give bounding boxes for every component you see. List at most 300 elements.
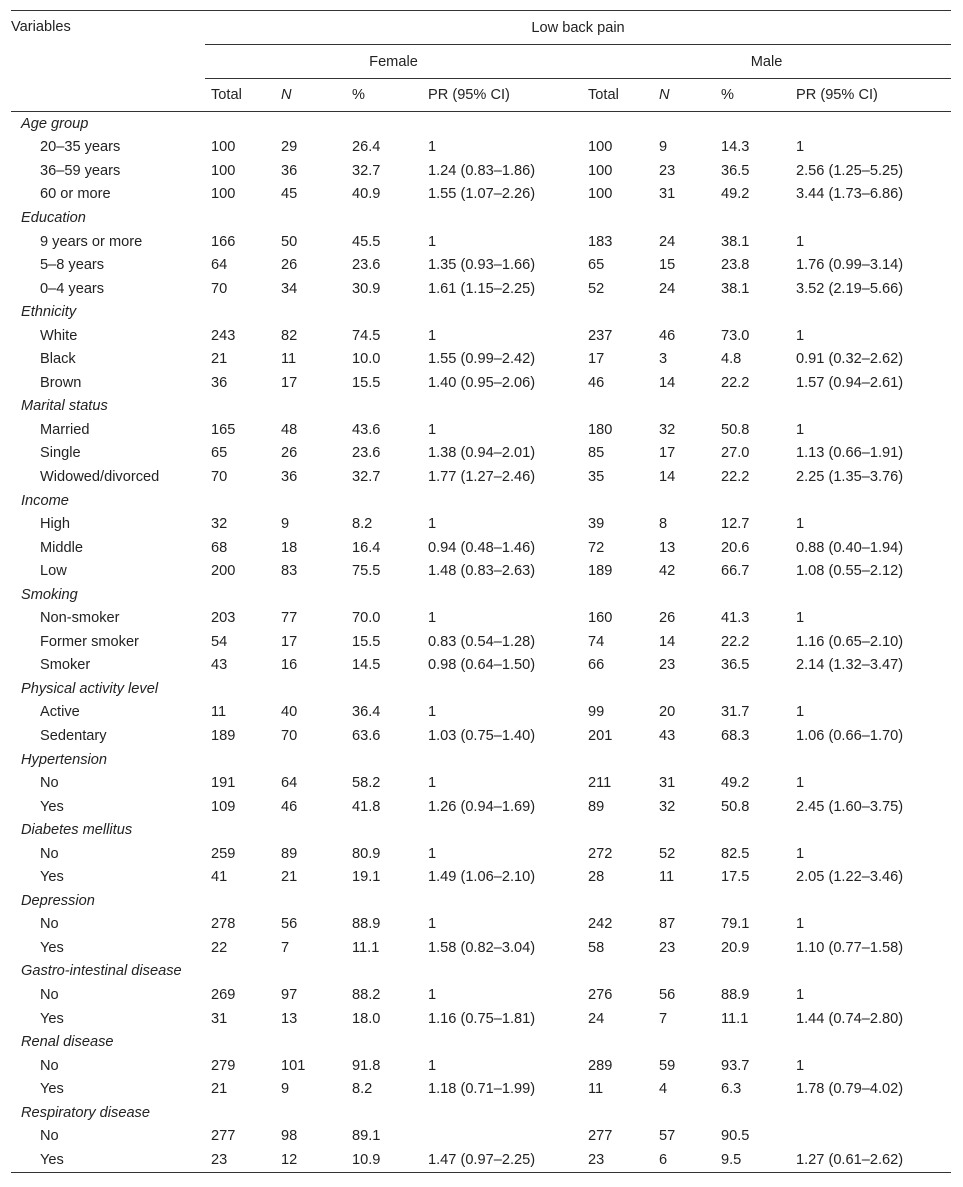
female-pct-cell: 80.9 (352, 845, 381, 862)
female-n-cell: 48 (281, 421, 298, 438)
male-n-cell: 17 (659, 445, 676, 462)
female-pct-cell: 41.8 (352, 798, 381, 815)
group-row (11, 960, 951, 984)
male-pct-cell: 36.5 (721, 162, 750, 179)
row-label: 20–35 years (40, 139, 121, 156)
row-label: Single (40, 445, 81, 462)
male-pct-cell: 22.2 (721, 633, 750, 650)
female-total-cell: 279 (211, 1057, 236, 1074)
female-n-cell: 16 (281, 657, 298, 674)
female-header: Female (205, 45, 582, 79)
female-total-cell: 100 (211, 162, 236, 179)
male-total-cell: 74 (588, 633, 605, 650)
male-n-cell: 24 (659, 280, 676, 297)
female-n-cell: 45 (281, 186, 298, 203)
male-n-cell: 59 (659, 1057, 676, 1074)
male-total-cell: 17 (588, 351, 605, 368)
male-pct-cell: 49.2 (721, 186, 750, 203)
female-total-cell: 41 (211, 869, 228, 886)
row-label: 5–8 years (40, 257, 105, 274)
group-label: Renal disease (21, 1034, 114, 1051)
row-label: Yes (40, 1010, 64, 1027)
table-row (11, 371, 951, 395)
female-n-cell: 70 (281, 727, 298, 744)
female-n-cell: 17 (281, 633, 298, 650)
female-pr-cell: 1.48 (0.83–2.63) (428, 563, 536, 580)
female-total-cell: 21 (211, 1081, 228, 1098)
female-total-cell: 70 (211, 468, 228, 485)
female-n-cell: 101 (281, 1057, 306, 1074)
female-pct-cell: 36.4 (352, 704, 381, 721)
male-n-cell: 31 (659, 186, 676, 203)
group-row (11, 1101, 951, 1125)
female-pct-cell: 16.4 (352, 539, 381, 556)
female-pr-cell: 0.94 (0.48–1.46) (428, 539, 536, 556)
row-label: 60 or more (40, 186, 111, 203)
female-n-cell: 11 (281, 351, 297, 368)
male-pct-cell: 68.3 (721, 727, 750, 744)
female-pct-cell: 8.2 (352, 1081, 373, 1098)
male-pr-cell: 1 (796, 327, 805, 344)
female-pr-cell: 1.61 (1.15–2.25) (428, 280, 536, 297)
row-label: High (40, 516, 71, 533)
table-header (11, 11, 951, 112)
female-total-cell: 165 (211, 421, 236, 438)
female-pct-cell: 11.1 (352, 939, 380, 956)
male-total-cell: 100 (588, 162, 613, 179)
table-row (11, 253, 951, 277)
male-total-cell: 99 (588, 704, 605, 721)
female-pct-cell: 32.7 (352, 468, 381, 485)
col-male-pct: % (721, 87, 734, 103)
male-pr-cell: 2.05 (1.22–3.46) (796, 869, 904, 886)
group-row (11, 583, 951, 607)
female-pr-cell: 1.35 (0.93–1.66) (428, 257, 536, 274)
male-pct-cell: 14.3 (721, 139, 750, 156)
row-label: Smoker (40, 657, 91, 674)
female-pr-cell: 1 (428, 233, 437, 250)
male-n-cell: 46 (659, 327, 676, 344)
female-n-cell: 12 (281, 1151, 298, 1168)
group-row (11, 748, 951, 772)
male-n-cell: 23 (659, 939, 676, 956)
group-label: Education (21, 209, 86, 226)
male-pr-cell: 1.57 (0.94–2.61) (796, 374, 904, 391)
male-total-cell: 242 (588, 916, 613, 933)
female-pct-cell: 30.9 (352, 280, 381, 297)
male-n-cell: 43 (659, 727, 676, 744)
male-total-cell: 289 (588, 1057, 613, 1074)
female-n-cell: 9 (281, 516, 290, 533)
table-row (11, 1125, 951, 1149)
male-pct-cell: 82.5 (721, 845, 750, 862)
female-pct-cell: 63.6 (352, 727, 381, 744)
female-pct-cell: 26.4 (352, 139, 381, 156)
male-pct-cell: 38.1 (721, 233, 750, 250)
group-label: Age group (21, 115, 89, 132)
group-label: Ethnicity (21, 304, 77, 321)
group-row (11, 818, 951, 842)
male-total-cell: 180 (588, 421, 613, 438)
male-total-cell: 65 (588, 257, 605, 274)
group-row (11, 112, 951, 136)
table-row (11, 606, 951, 630)
male-pct-cell: 50.8 (721, 421, 750, 438)
female-n-cell: 21 (281, 869, 298, 886)
male-total-cell: 89 (588, 798, 605, 815)
row-label: Middle (40, 539, 83, 556)
male-total-cell: 72 (588, 539, 605, 556)
row-label: Brown (40, 374, 82, 391)
female-total-cell: 269 (211, 987, 236, 1003)
table-row (11, 347, 951, 371)
male-pct-cell: 6.3 (721, 1081, 742, 1098)
male-pr-cell: 1 (796, 233, 805, 250)
female-pct-cell: 32.7 (352, 162, 381, 179)
female-total-cell: 100 (211, 139, 236, 156)
female-total-cell: 278 (211, 916, 236, 933)
female-pr-cell: 1.49 (1.06–2.10) (428, 869, 536, 886)
male-pr-cell: 1.16 (0.65–2.10) (796, 633, 904, 650)
female-pr-cell: 1.26 (0.94–1.69) (428, 798, 536, 815)
male-total-cell: 211 (588, 775, 612, 792)
male-pct-cell: 49.2 (721, 775, 750, 792)
male-pct-cell: 9.5 (721, 1151, 742, 1168)
male-pct-cell: 50.8 (721, 798, 750, 815)
female-total-cell: 31 (211, 1010, 228, 1027)
male-pr-cell: 1.08 (0.55–2.12) (796, 563, 904, 580)
variables-header: Variables (11, 19, 71, 35)
male-pct-cell: 12.7 (721, 516, 750, 533)
female-pct-cell: 23.6 (352, 445, 381, 462)
male-total-cell: 277 (588, 1128, 613, 1145)
row-label: No (40, 987, 59, 1003)
female-total-cell: 64 (211, 257, 228, 274)
row-label: Yes (40, 798, 64, 815)
female-total-cell: 21 (211, 351, 228, 368)
female-pr-cell: 1 (428, 916, 437, 933)
male-pct-cell: 66.7 (721, 563, 750, 580)
male-n-cell: 8 (659, 516, 668, 533)
male-total-cell: 52 (588, 280, 605, 297)
female-total-cell: 68 (211, 539, 228, 556)
male-pr-cell: 2.56 (1.25–5.25) (796, 162, 904, 179)
group-row (11, 889, 951, 913)
row-label: White (40, 327, 78, 344)
row-label: Active (40, 704, 80, 721)
row-label: Non-smoker (40, 610, 120, 627)
col-female-n: N (281, 87, 292, 103)
female-pct-cell: 19.1 (352, 869, 381, 886)
male-pr-cell: 1 (796, 987, 805, 1003)
female-pct-cell: 43.6 (352, 421, 381, 438)
group-label: Physical activity level (21, 680, 159, 697)
row-label: Black (40, 351, 76, 368)
female-n-cell: 82 (281, 327, 298, 344)
table-row (11, 442, 951, 466)
male-pr-cell: 1.10 (0.77–1.58) (796, 939, 904, 956)
male-total-cell: 183 (588, 233, 613, 250)
male-n-cell: 56 (659, 987, 676, 1003)
male-pr-cell: 1 (796, 421, 805, 438)
male-n-cell: 26 (659, 610, 676, 627)
male-n-cell: 7 (659, 1010, 668, 1027)
row-label: 9 years or more (40, 233, 143, 250)
female-pr-cell: 1 (428, 704, 437, 721)
male-pr-cell: 1 (796, 516, 805, 533)
male-pct-cell: 88.9 (721, 987, 750, 1003)
male-pr-cell: 0.88 (0.40–1.94) (796, 539, 904, 556)
table-body (11, 112, 951, 1173)
table-row (11, 324, 951, 348)
female-pr-cell: 1 (428, 1057, 437, 1074)
female-pct-cell: 23.6 (352, 257, 381, 274)
female-total-cell: 191 (211, 775, 236, 792)
row-label: 36–59 years (40, 162, 121, 179)
table-row (11, 771, 951, 795)
male-n-cell: 52 (659, 845, 676, 862)
female-n-cell: 40 (281, 704, 298, 721)
female-pct-cell: 18.0 (352, 1010, 381, 1027)
male-n-cell: 31 (659, 775, 676, 792)
male-pct-cell: 20.9 (721, 939, 750, 956)
group-row (11, 206, 951, 230)
male-total-cell: 100 (588, 139, 613, 156)
female-pr-cell: 1.58 (0.82–3.04) (428, 939, 536, 956)
row-label: No (40, 845, 59, 862)
female-pct-cell: 88.2 (352, 987, 381, 1003)
male-n-cell: 87 (659, 916, 676, 933)
male-pr-cell: 2.45 (1.60–3.75) (796, 798, 904, 815)
male-total-cell: 58 (588, 939, 605, 956)
female-n-cell: 46 (281, 798, 298, 815)
female-pr-cell: 1 (428, 327, 437, 344)
female-total-cell: 166 (211, 233, 236, 250)
female-pr-cell: 1.77 (1.27–2.46) (428, 468, 536, 485)
female-total-cell: 200 (211, 563, 236, 580)
group-label: Diabetes mellitus (21, 822, 133, 839)
female-pr-cell: 1 (428, 845, 437, 862)
female-total-cell: 65 (211, 445, 228, 462)
female-pr-cell: 1.47 (0.97–2.25) (428, 1151, 536, 1168)
male-n-cell: 11 (659, 869, 675, 886)
male-pct-cell: 11.1 (721, 1010, 749, 1027)
male-pr-cell (790, 1125, 951, 1149)
male-pct-cell: 23.8 (721, 257, 750, 274)
col-female-pct: % (352, 87, 365, 103)
female-pct-cell: 45.5 (352, 233, 381, 250)
outcome-header: Low back pain (205, 11, 951, 45)
row-label: Yes (40, 939, 64, 956)
male-pct-cell: 90.5 (721, 1128, 750, 1145)
col-male-pr: PR (95% CI) (796, 87, 878, 103)
group-row (11, 395, 951, 419)
group-label: Gastro-intestinal disease (21, 963, 182, 980)
male-total-cell: 237 (588, 327, 613, 344)
female-n-cell: 97 (281, 987, 298, 1003)
male-pr-cell: 1 (796, 704, 805, 721)
male-pct-cell: 41.3 (721, 610, 750, 627)
female-pct-cell: 89.1 (352, 1128, 381, 1145)
male-n-cell: 32 (659, 421, 676, 438)
group-label: Marital status (21, 398, 108, 415)
female-n-cell: 64 (281, 775, 298, 792)
table-row (11, 1148, 951, 1172)
group-row (11, 489, 951, 513)
male-n-cell: 23 (659, 162, 676, 179)
female-pr-cell: 0.98 (0.64–1.50) (428, 657, 536, 674)
table-row (11, 724, 951, 748)
female-total-cell: 32 (211, 516, 228, 533)
male-total-cell: 24 (588, 1010, 605, 1027)
female-total-cell: 109 (211, 798, 236, 815)
female-total-cell: 243 (211, 327, 236, 344)
female-pr-cell: 1.16 (0.75–1.81) (428, 1010, 536, 1027)
female-n-cell: 77 (281, 610, 298, 627)
row-label: 0–4 years (40, 280, 105, 297)
female-n-cell: 50 (281, 233, 298, 250)
female-pr-cell: 1 (428, 516, 437, 533)
group-row (11, 1030, 951, 1054)
male-pr-cell: 1 (796, 775, 805, 792)
male-pr-cell: 1.76 (0.99–3.14) (796, 257, 904, 274)
group-row (11, 300, 951, 324)
male-pct-cell: 22.2 (721, 374, 750, 391)
col-male-n: N (659, 87, 670, 103)
row-label: Former smoker (40, 633, 139, 650)
male-pr-cell: 0.91 (0.32–2.62) (796, 351, 904, 368)
male-n-cell: 32 (659, 798, 676, 815)
female-pr-cell: 1 (428, 987, 437, 1003)
male-n-cell: 9 (659, 139, 668, 156)
male-pct-cell: 31.7 (721, 704, 750, 721)
female-n-cell: 83 (281, 563, 298, 580)
group-label: Smoking (21, 586, 78, 603)
table-row (11, 536, 951, 560)
female-pct-cell: 91.8 (352, 1057, 381, 1074)
row-label: No (40, 1057, 59, 1074)
female-n-cell: 36 (281, 468, 298, 485)
male-n-cell: 42 (659, 563, 676, 580)
female-n-cell: 17 (281, 374, 298, 391)
male-n-cell: 3 (659, 351, 668, 368)
male-total-cell: 189 (588, 563, 613, 580)
table-row (11, 1007, 951, 1031)
low-back-pain-table (11, 10, 951, 1173)
male-pr-cell: 1.44 (0.74–2.80) (796, 1010, 904, 1027)
row-label: Yes (40, 1081, 64, 1098)
table-row (11, 159, 951, 183)
table-row (11, 701, 951, 725)
female-pct-cell: 40.9 (352, 186, 381, 203)
group-label: Respiratory disease (21, 1104, 150, 1121)
table-row (11, 1077, 951, 1101)
male-n-cell: 14 (659, 633, 676, 650)
female-n-cell: 7 (281, 939, 290, 956)
male-pct-cell: 73.0 (721, 327, 750, 344)
female-total-cell: 70 (211, 280, 228, 297)
male-total-cell: 23 (588, 1151, 605, 1168)
group-label: Depression (21, 892, 95, 909)
table-row (11, 418, 951, 442)
male-n-cell: 6 (659, 1151, 668, 1168)
male-pct-cell: 4.8 (721, 351, 742, 368)
male-n-cell: 24 (659, 233, 676, 250)
row-label: No (40, 916, 59, 933)
table-row (11, 795, 951, 819)
table-row (11, 983, 951, 1007)
table-row (11, 277, 951, 301)
group-label: Hypertension (21, 751, 107, 768)
row-label: No (40, 775, 59, 792)
group-row (11, 677, 951, 701)
col-female-total: Total (211, 87, 242, 103)
female-total-cell: 203 (211, 610, 236, 627)
female-total-cell: 11 (211, 704, 227, 721)
male-total-cell: 100 (588, 186, 613, 203)
male-total-cell: 201 (588, 727, 613, 744)
col-male-total: Total (588, 87, 619, 103)
male-pr-cell: 1.27 (0.61–2.62) (796, 1151, 904, 1168)
male-total-cell: 85 (588, 445, 605, 462)
table-row (11, 936, 951, 960)
female-pr-cell: 1.38 (0.94–2.01) (428, 445, 536, 462)
female-n-cell: 98 (281, 1128, 298, 1145)
male-total-cell: 272 (588, 845, 613, 862)
female-pr-cell: 1.40 (0.95–2.06) (428, 374, 536, 391)
male-total-cell: 276 (588, 987, 613, 1003)
female-n-cell: 13 (281, 1010, 298, 1027)
female-pct-cell: 74.5 (352, 327, 381, 344)
female-total-cell: 54 (211, 633, 228, 650)
male-n-cell: 4 (659, 1081, 668, 1098)
row-label: Low (40, 563, 67, 580)
male-pr-cell: 1 (796, 845, 805, 862)
female-pct-cell: 70.0 (352, 610, 381, 627)
female-total-cell: 43 (211, 657, 228, 674)
male-pr-cell: 1 (796, 1057, 805, 1074)
male-pct-cell: 17.5 (721, 869, 750, 886)
male-n-cell: 15 (659, 257, 676, 274)
table-row (11, 913, 951, 937)
male-pr-cell: 3.52 (2.19–5.66) (796, 280, 904, 297)
male-pr-cell: 1.06 (0.66–1.70) (796, 727, 904, 744)
col-female-pr: PR (95% CI) (428, 87, 510, 103)
female-pr-cell: 1.55 (1.07–2.26) (428, 186, 536, 203)
table-row (11, 230, 951, 254)
row-label: Married (40, 421, 90, 438)
male-pr-cell: 2.14 (1.32–3.47) (796, 657, 904, 674)
male-n-cell: 20 (659, 704, 676, 721)
female-pct-cell: 75.5 (352, 563, 381, 580)
female-pct-cell: 58.2 (352, 775, 381, 792)
male-pct-cell: 20.6 (721, 539, 750, 556)
male-pr-cell: 2.25 (1.35–3.76) (796, 468, 904, 485)
table-row (11, 1054, 951, 1078)
female-pr-cell: 1 (428, 421, 437, 438)
female-n-cell: 26 (281, 257, 298, 274)
female-total-cell: 23 (211, 1151, 228, 1168)
female-pr-cell: 1 (428, 610, 437, 627)
female-pct-cell: 8.2 (352, 516, 373, 533)
male-pr-cell: 1.78 (0.79–4.02) (796, 1081, 904, 1098)
female-n-cell: 9 (281, 1081, 290, 1098)
male-pct-cell: 93.7 (721, 1057, 750, 1074)
male-pct-cell: 27.0 (721, 445, 750, 462)
male-pr-cell: 1 (796, 916, 805, 933)
male-total-cell: 28 (588, 869, 605, 886)
female-pr-cell: 0.83 (0.54–1.28) (428, 633, 536, 650)
